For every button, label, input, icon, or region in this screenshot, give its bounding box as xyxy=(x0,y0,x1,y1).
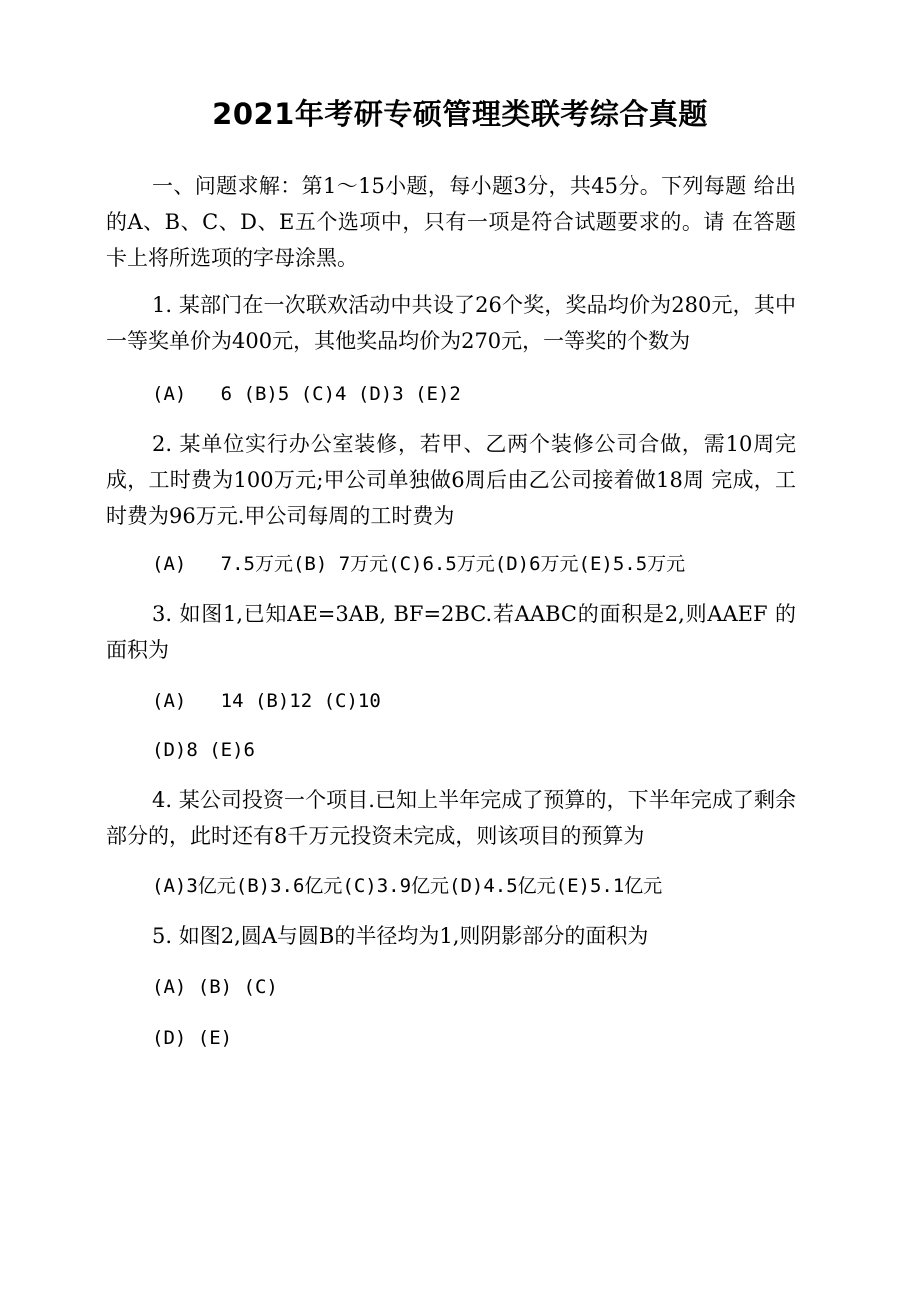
question-5-stem: 5. 如图2,圆A与圆B的半径均为1,则阴影部分的面积为 xyxy=(152,924,649,948)
question-1-stem: 1. 某部门在一次联欢活动中共设了26个奖，奖品均价为280元，其中一等奖单价为400元，其他奖品均价为270元，一等奖的个数为 xyxy=(106,293,796,353)
question-3-options-line-2: (D)8 (E)6 xyxy=(152,739,255,761)
section-instructions: 一、问题求解：第1〜15小题，每小题3分，共45分。下列每题 给出的A、B、C、D、E五个选项中，只有一项是符合试题要求的。请 在答题卡上将所选项的字母涂黑。 xyxy=(106,174,796,270)
question-2-stem: 2. 某单位实行办公室装修，若甲、乙两个装修公司合做，需10周完成，工时费为100万元;甲公司单独做6周后由乙公司接着做18周 完成，工时费为96万元.甲公司每周的工时费为 xyxy=(106,432,796,528)
document-title: 2021年考研专硕管理类联考综合真题 xyxy=(212,97,708,131)
question-2-options: (A) 7.5万元(B) 7万元(C)6.5万元(D)6万元(E)5.5万元 xyxy=(152,553,686,575)
question-4-options: (A)3亿元(B)3.6亿元(C)3.9亿元(D)4.5亿元(E)5.1亿元 xyxy=(152,875,663,897)
question-3-options-line-1: (A) 14 (B)12 (C)10 xyxy=(152,690,381,712)
question-1-options: (A) 6 (B)5 (C)4 (D)3 (E)2 xyxy=(152,383,461,405)
question-5-options-line-1: (A) (B) (C) xyxy=(152,976,278,998)
question-5-options-line-2: (D) (E) xyxy=(152,1027,233,1049)
question-3-stem: 3. 如图1,已知AE=3AB, BF=2BC.若AABC的面积是2,则AAEF 的面积为 xyxy=(106,602,796,662)
question-4-stem: 4. 某公司投资一个项目.已知上半年完成了预算的，下半年完成了剩余部分的，此时还有8千万元投资未完成，则该项目的预算为 xyxy=(106,788,796,848)
